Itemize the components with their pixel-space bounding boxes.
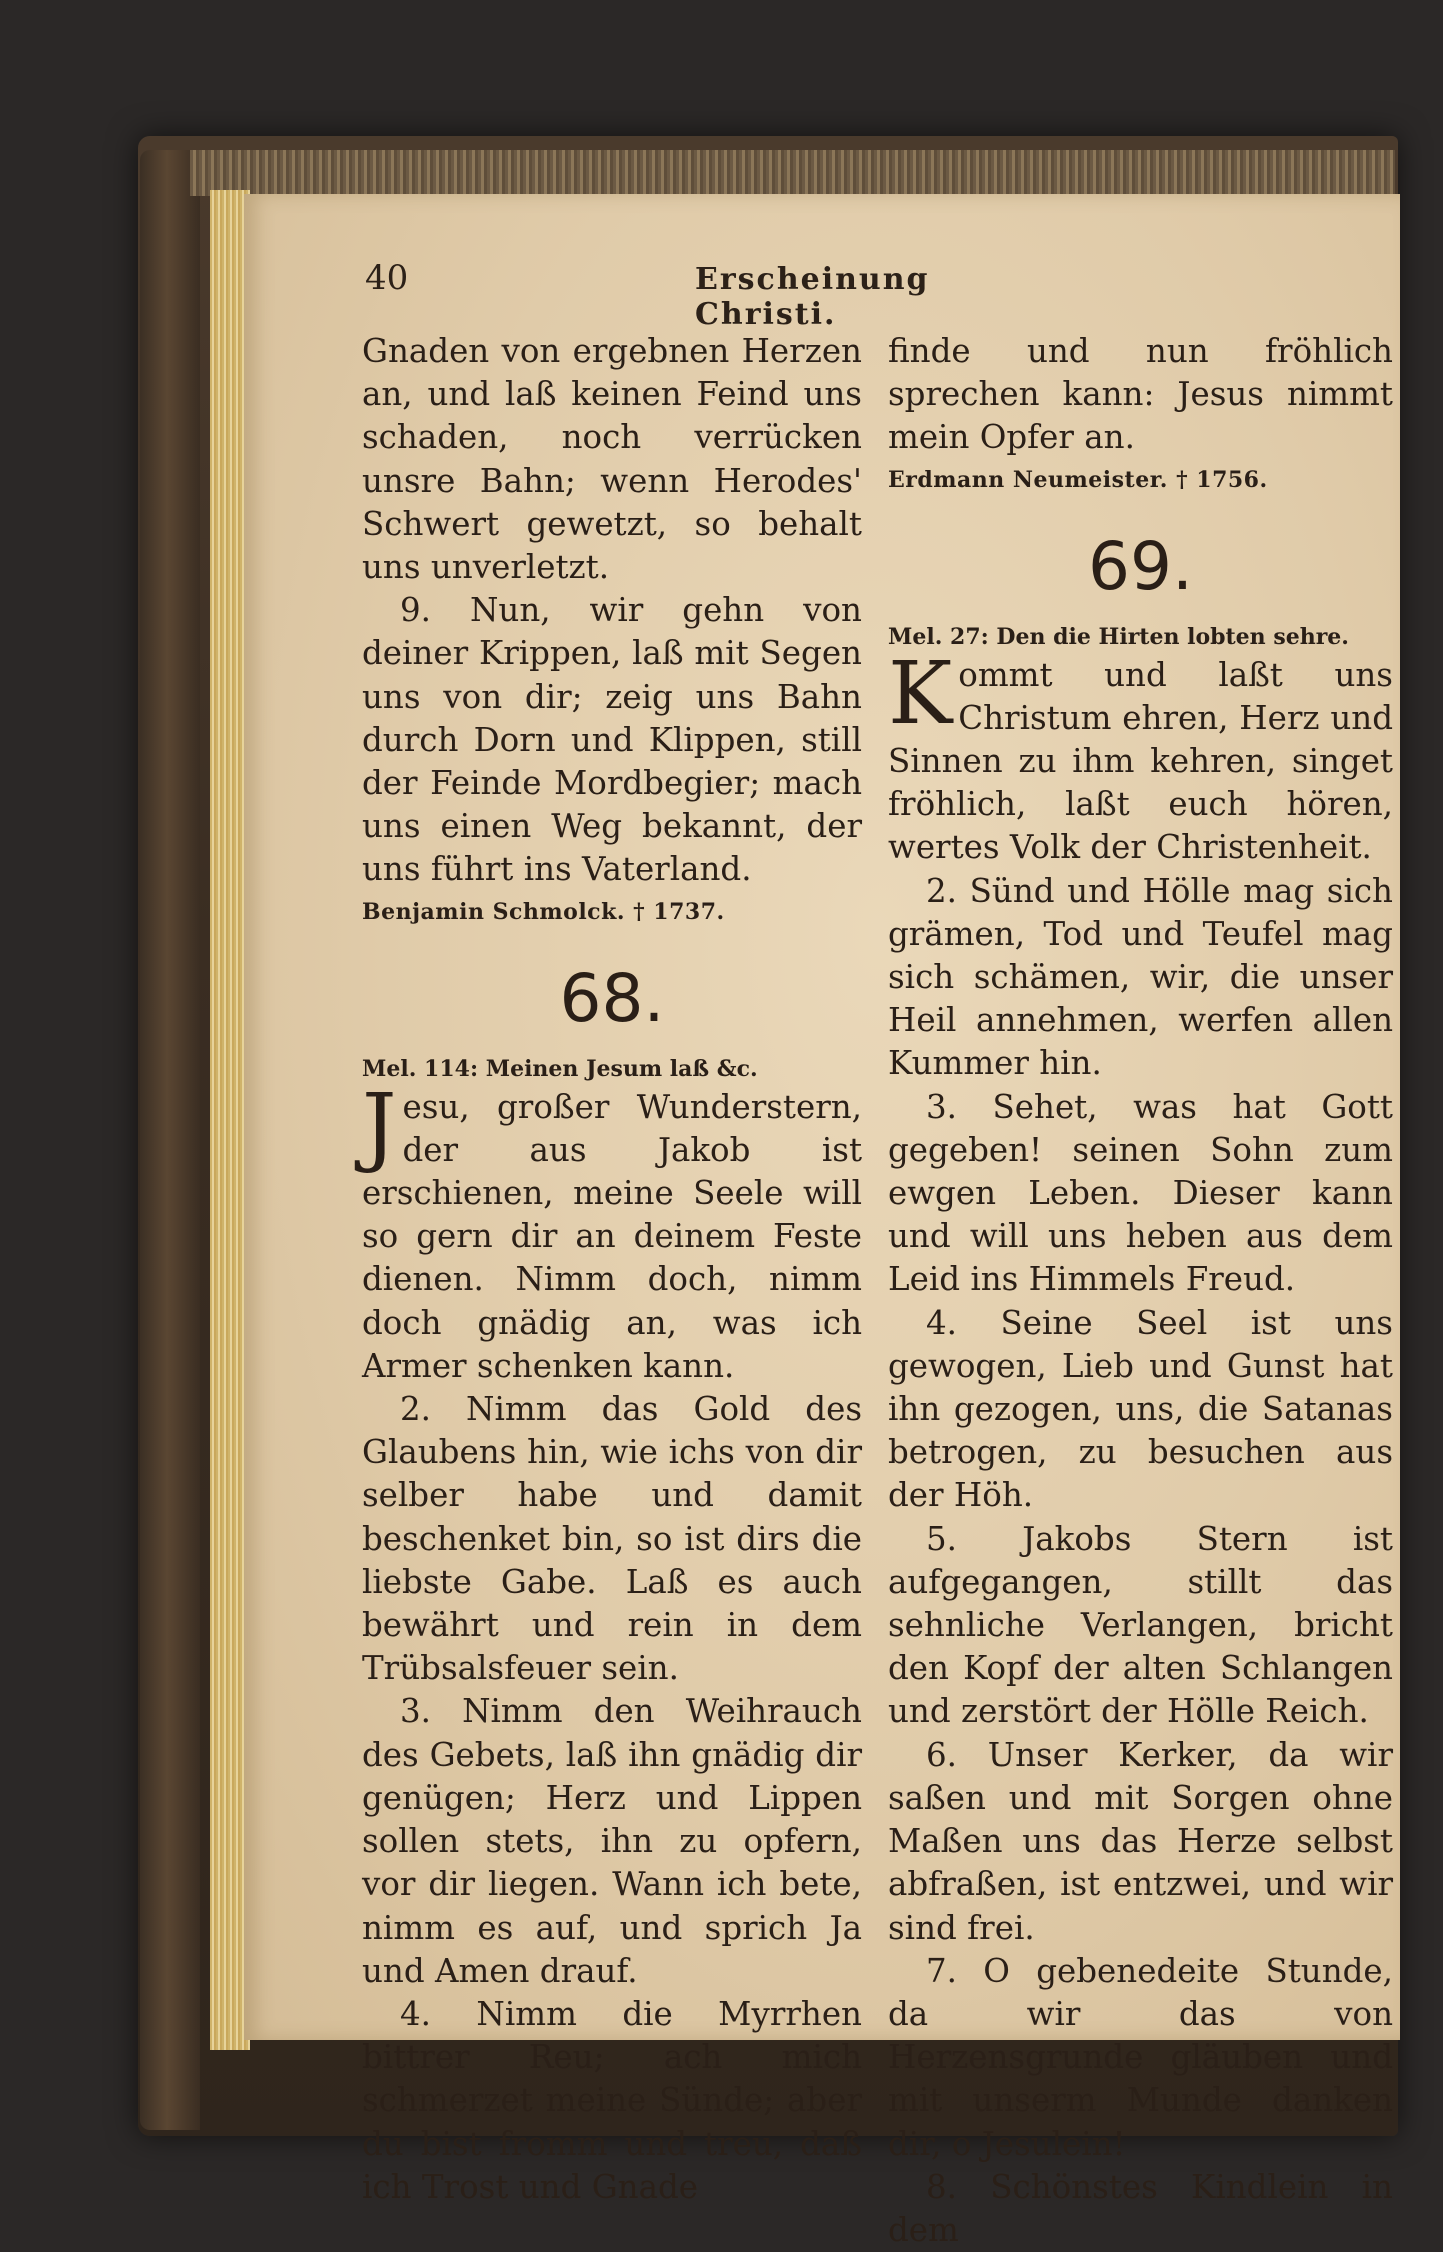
verse-2: 2. Nimm das Gold des Glaubens hin, wie ichs von dir selber habe und damit beschenket bin, so ist dirs die liebste Gabe. Laß es auch bewährt und rein in dem Trübsalsfeuer sein.: [362, 1390, 862, 1688]
verse-3: 3. Nimm den Weihrauch des Gebets, laß ihn gnädig dir genügen; Herz und Lippen sollen stets, ihn zu opfern, vor dir liegen. Wann ich bete, nimm es auf, und sprich Ja und Amen drauf.: [362, 1692, 862, 1990]
page-top-edges: [190, 150, 1395, 196]
hymn-author: Erdmann Neumeister. † 1756.: [888, 466, 1268, 493]
verse-4: 4. Seine Seel ist uns gewogen, Lieb und Gunst hat ihn gezogen, uns, die Satanas betrogen, zu besuchen aus der Höh.: [888, 1303, 1393, 1515]
melody-line: Mel. 114: Meinen Jesum laß &c.: [362, 1055, 758, 1082]
verse-8: 8. Schönstes Kindlein in dem: [888, 2167, 1393, 2249]
continued-verse: Gnaden von ergebnen Herzen an, und laß keinen Feind uns schaden, noch verrücken unsre Bahn; wenn Herodes' Schwert gewetzt, so behalt uns unverletzt.: [362, 332, 862, 587]
verse-7: 7. O gebenedeite Stunde, da wir das von Herzensgrunde gläuben und mit unserm Munde danken dir, o Jesulein!: [888, 1951, 1393, 2163]
running-title: Erscheinung Christi.: [695, 262, 930, 332]
continued-verse: finde und nun fröhlich sprechen kann: Jesus nimmt mein Opfer an.: [888, 332, 1393, 457]
verse-1: [888, 643, 1393, 870]
hymn-number-69: 69.: [1088, 527, 1193, 605]
verse-3: 3. Sehet, was hat Gott gegeben! seinen Sohn zum ewgen Leben. Dieser kann und will uns heben aus dem Leid ins Himmels Freud.: [888, 1087, 1393, 1299]
page-number: 40: [365, 258, 409, 298]
book-spine: [140, 150, 200, 2130]
verse-5: 5. Jakobs Stern ist aufgegangen, stillt das sehnliche Verlangen, bricht den Kopf der alten Schlangen und zerstört der Hölle Reich.: [888, 1519, 1393, 1731]
verse-1: [362, 1075, 862, 1388]
verse-4: 4. Nimm die Myrrhen bittrer Reu; ach mich schmerzet meine Sünde; aber du bist fromm und treu, daß ich Trost und Gnade: [362, 1994, 862, 2206]
verse-2: 2. Sünd und Hölle mag sich grämen, Tod und Teufel mag sich schämen, wir, die unser Heil annehmen, werfen allen Kummer hin.: [888, 871, 1393, 1083]
drop-cap: J: [362, 1075, 397, 1176]
hymn-number-68: 68.: [559, 959, 665, 1037]
verse-9: 9. Nun, wir gehn von deiner Krippen, laß mit Segen uns von dir; zeig uns Bahn durch Dorn und Klippen, still der Feinde Mordbegier; mach uns einen Weg bekannt, der uns führt ins Vaterland.: [362, 591, 862, 889]
drop-cap: K: [888, 643, 953, 744]
page-header: [365, 258, 1065, 332]
verse-1-text: ommt und laßt uns Christum ehren, Herz und Sinnen zu ihm kehren, singet fröhlich, laßt euch hören, wertes Volk der Christenheit.: [888, 655, 1393, 867]
verse-1-text: esu, großer Wunderstern, der aus Jakob ist erschienen, meine Seele will so gern dir an deinem Feste dienen. Nimm doch, nimm doch gnädig an, was ich Armer schenken kann.: [362, 1087, 862, 1385]
right-column: [888, 330, 1393, 2252]
verse-6: 6. Unser Kerker, da wir saßen und mit Sorgen ohne Maßen uns das Herze selbst abfraßen, ist entzwei, und wir sind frei.: [888, 1735, 1393, 1947]
hymn-author: Benjamin Schmolck. † 1737.: [362, 898, 725, 925]
left-column: [362, 330, 862, 2209]
melody-line: Mel. 27: Den die Hirten lobten sehre.: [888, 623, 1349, 650]
